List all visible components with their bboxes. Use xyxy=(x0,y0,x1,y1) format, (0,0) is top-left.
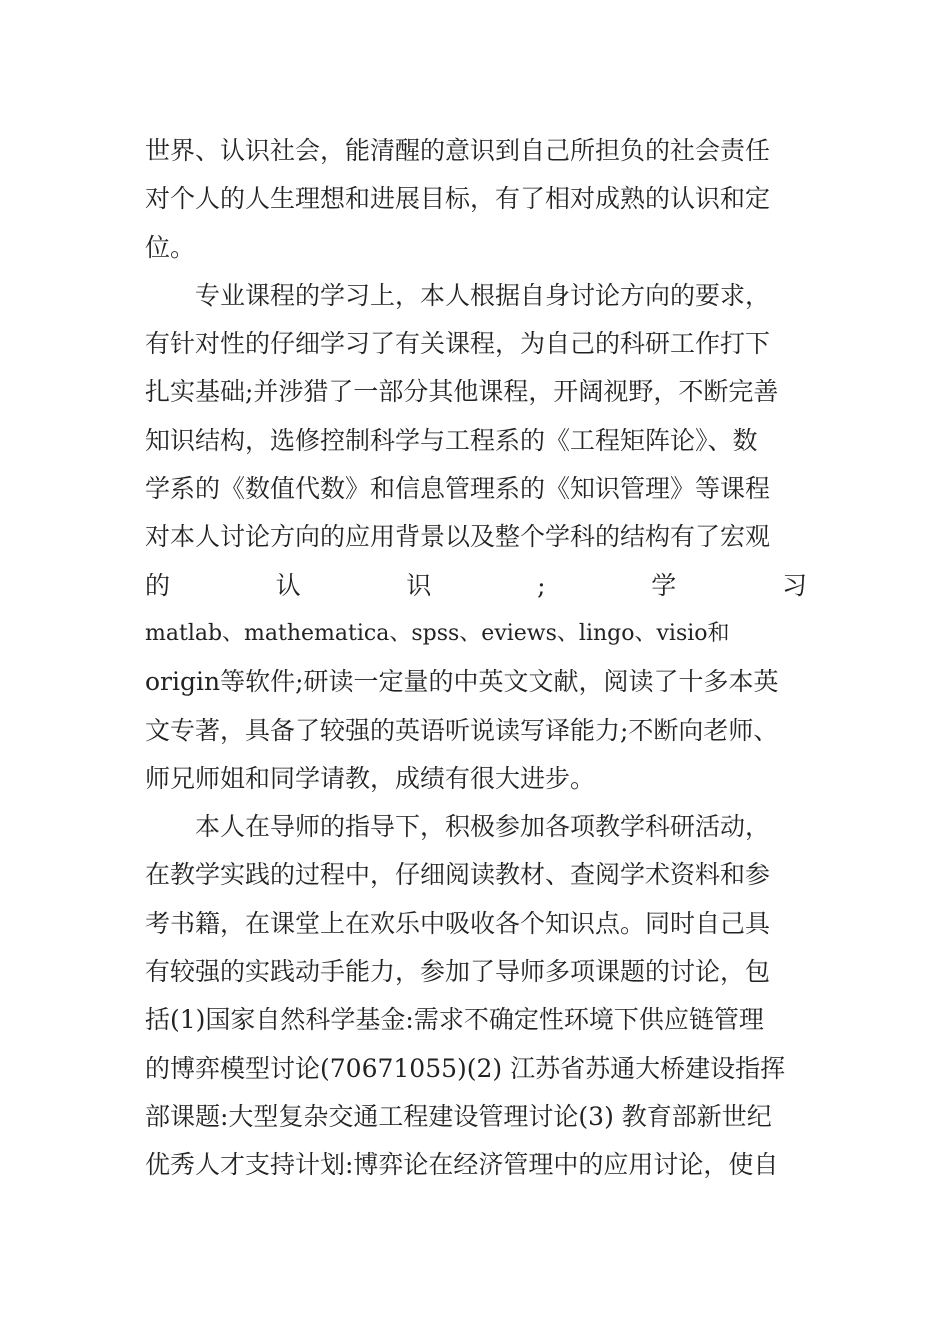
text-line: 世界、认识社会，能清醒的意识到自己所担负的社会责任 xyxy=(145,136,771,165)
text-line: 有针对性的仔细学习了有关课程，为自己的科研工作打下 xyxy=(145,329,771,359)
spread-char: 的 xyxy=(145,570,171,600)
text-line: 部课题:大型复杂交通工程建设管理讨论(3) 教育部新世纪 xyxy=(145,1101,772,1131)
text-line: 对个人的人生理想和进展目标，有了相对成熟的认识和定 xyxy=(145,184,771,214)
spread-char: 学 xyxy=(651,570,677,600)
software-list-line: matlab、mathematica、spss、eviews、lingo、visio和 xyxy=(145,620,730,646)
text-line: 优秀人才支持计划:博弈论在经济管理中的应用讨论，使自 xyxy=(145,1150,779,1180)
text-line: 扎实基础;并涉猎了一部分其他课程，开阔视野，不断完善 xyxy=(145,377,779,407)
text-line: 在教学实践的过程中，仔细阅读教材、查阅学术资料和参 xyxy=(145,860,771,890)
text-line: 括(1)国家自然科学基金:需求不确定性环境下供应链管理 xyxy=(145,1005,764,1035)
text-line: 文专著，具备了较强的英语听说读写译能力;不断向老师、 xyxy=(145,715,779,745)
text-line: 学系的《数值代数》和信息管理系的《知识管理》等课程 xyxy=(145,474,771,504)
spread-char: ; xyxy=(537,570,546,600)
text-line: origin等软件;研读一定量的中英文文献，阅读了十多本英 xyxy=(145,667,779,697)
paragraph-start-line: 专业课程的学习上，本人根据自身讨论方向的要求， xyxy=(145,280,771,310)
spread-char: 习 xyxy=(781,570,807,600)
text-line: 对本人讨论方向的应用背景以及整个学科的结构有了宏观 xyxy=(145,522,771,552)
text-line: 有较强的实践动手能力，参加了导师多项课题的讨论，包 xyxy=(145,957,771,987)
spread-char: 认 xyxy=(275,570,301,600)
document-body xyxy=(145,127,807,1190)
text-line: 位。 xyxy=(145,232,196,262)
text-line: 师兄师姐和同学请教，成绩有很大进步。 xyxy=(145,763,596,793)
paragraph-start-line: 本人在导师的指导下，积极参加各项教学科研活动， xyxy=(145,812,771,842)
spread-char: 识 xyxy=(406,570,432,600)
text-line: 考书籍，在课堂上在欢乐中吸收各个知识点。同时自己具 xyxy=(145,908,771,938)
text-line: 的博弈模型讨论(70671055)(2) 江苏省苏通大桥建设指挥 xyxy=(145,1053,786,1083)
text-line: 知识结构，选修控制科学与工程系的《工程矩阵论》、数 xyxy=(145,425,758,455)
justified-spread-line xyxy=(145,562,807,610)
